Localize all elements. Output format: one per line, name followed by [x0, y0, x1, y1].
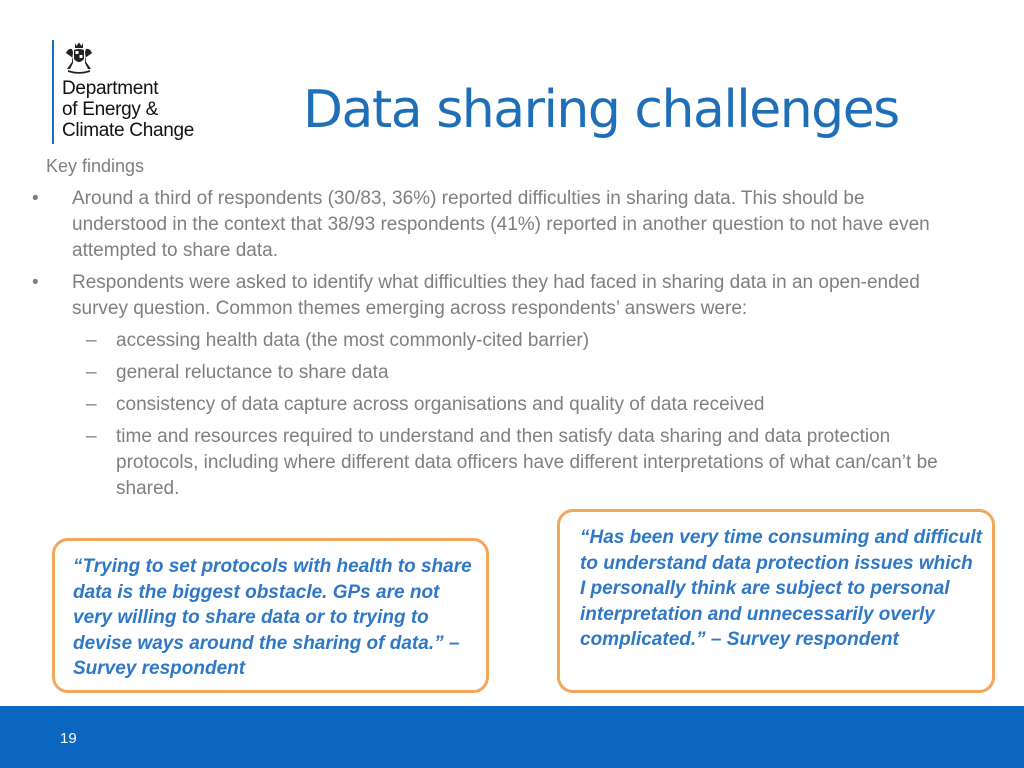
sub-bullet-text: consistency of data capture across organisations and quality of data received	[116, 394, 765, 415]
sub-bullet-text: accessing health data (the most commonly-cited barrier)	[116, 330, 590, 351]
bullet-list	[30, 186, 950, 508]
page-number: 19	[60, 730, 77, 747]
sub-bullet-marker: –	[86, 362, 97, 383]
sub-bullet-text: general reluctance to share data	[116, 362, 389, 383]
bullet-item	[30, 270, 950, 322]
bullet-marker: •	[32, 272, 39, 293]
logo-divider-bar	[52, 40, 54, 144]
slide-title: Data sharing challenges	[303, 80, 899, 140]
sub-bullet-item	[30, 424, 950, 502]
logo-line: Climate Change	[62, 120, 195, 141]
sub-bullet-marker: –	[86, 330, 97, 351]
bullet-text: Around a third of respondents (30/83, 36%) reported difficulties in sharing data. This should be understood in the context that 38/93 respondents (41%) reported in another question to not have even attempted to share data.	[72, 188, 930, 261]
bullet-marker: •	[32, 188, 39, 209]
logo-line: of Energy &	[62, 99, 158, 120]
sub-bullet-list	[30, 328, 950, 502]
slide-subtitle: Key findings	[46, 156, 145, 176]
footer-bar	[0, 706, 1024, 768]
sub-bullet-item	[30, 328, 950, 354]
sub-bullet-marker: –	[86, 426, 97, 447]
bullet-item	[30, 186, 950, 264]
logo-line: Department	[62, 78, 159, 99]
quote-text: “Has been very time consuming and difficult to understand data protection issues which I personally think are subject to personal interpretation and unnecessarily overly complicated.” – Survey respondent	[580, 527, 982, 650]
quote-text: “Trying to set protocols with health to share data is the biggest obstacle. GPs are not very willing to share data or to trying to devise ways around the sharing of data.” – Survey respondent	[73, 556, 472, 679]
sub-bullet-item	[30, 392, 950, 418]
logo-wordmark	[62, 78, 262, 141]
bullet-text: Respondents were asked to identify what difficulties they had faced in sharing data in an open-ended survey question. Common themes emerging across respondents’ answers were:	[72, 272, 920, 319]
sub-bullet-marker: –	[86, 394, 97, 415]
quote-box-left	[52, 538, 489, 693]
royal-coat-of-arms-icon	[62, 40, 96, 74]
sub-bullet-text: time and resources required to understand and then satisfy data sharing and data protection protocols, including where different data officers have different interpretations of what can/can’t be shared.	[116, 426, 938, 499]
quote-box-right	[557, 509, 995, 693]
sub-bullet-item	[30, 360, 950, 386]
